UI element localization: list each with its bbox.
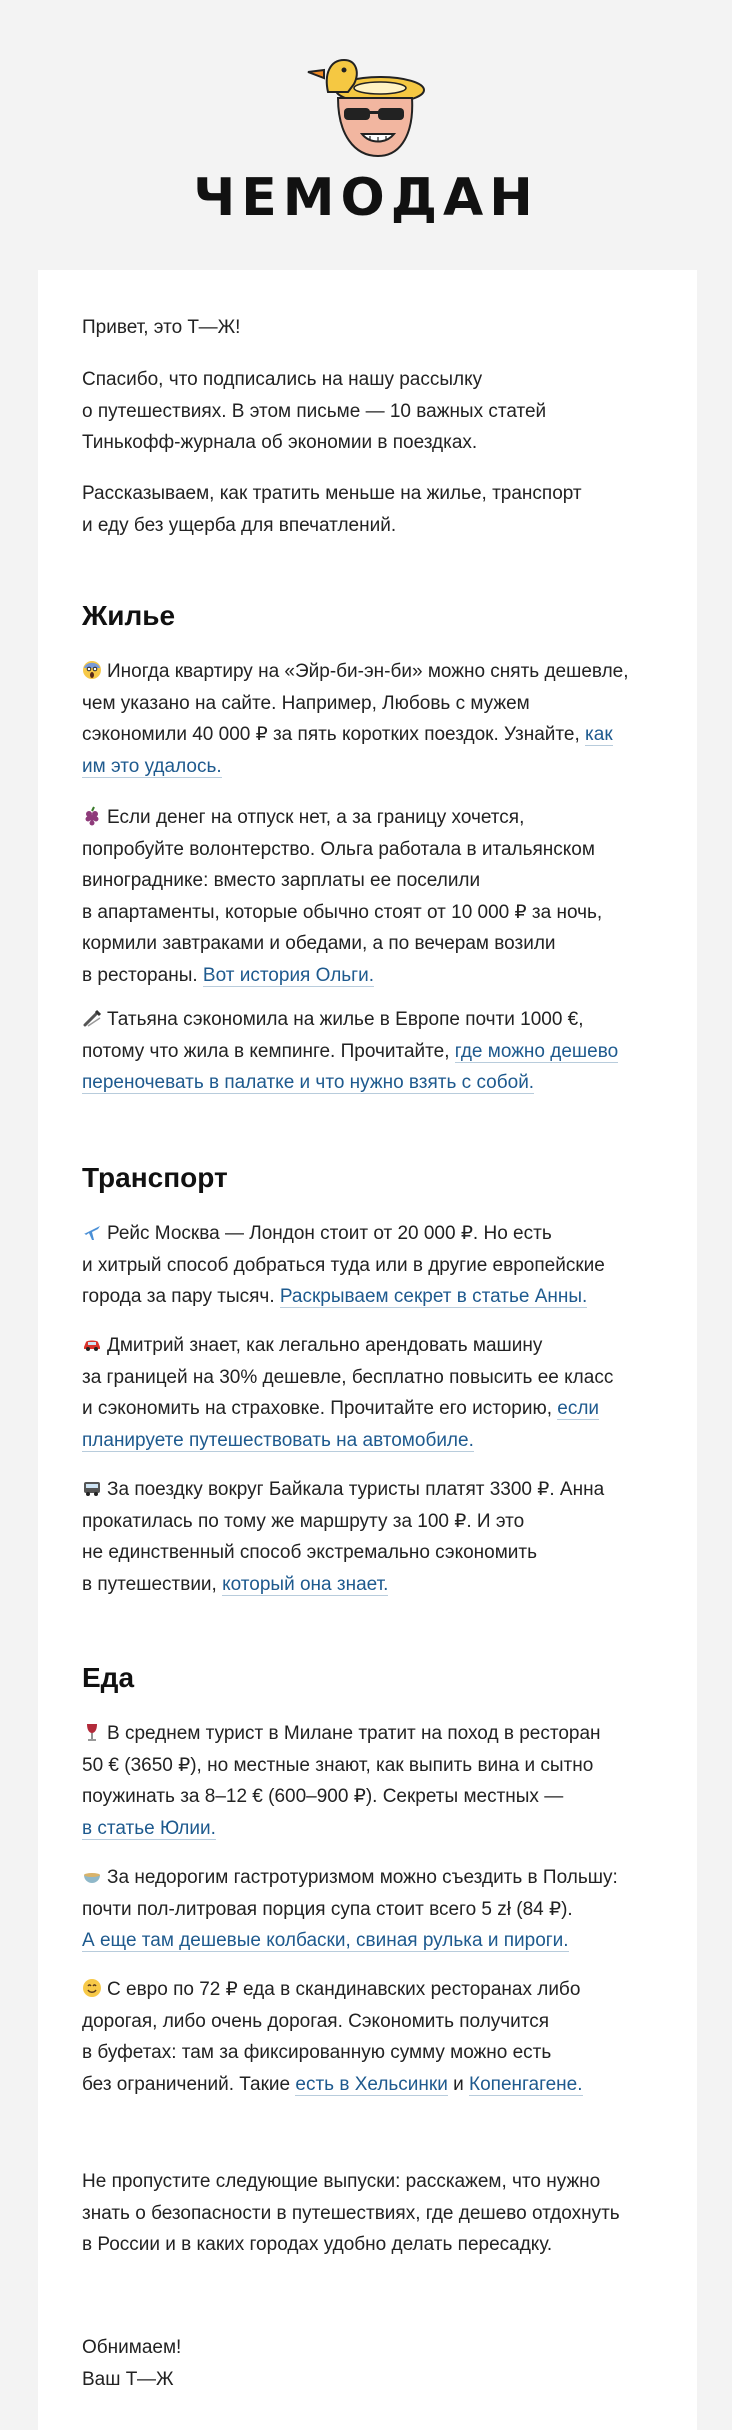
item-text: в рестораны. [82, 964, 203, 986]
item-text: и сэкономить на страховке. Прочитайте его историю, [82, 1398, 558, 1419]
soup-bowl-icon [82, 1866, 102, 1886]
brand-title: ЧЕМОДАН [193, 168, 539, 228]
housing-heading: Жилье [82, 600, 176, 631]
milan-article-link[interactable]: в статье Юлии. [82, 1817, 216, 1839]
section-title-transport [82, 1162, 662, 1194]
wine-glass-icon [82, 1722, 102, 1742]
grapes-icon [82, 806, 102, 826]
item-text: попробуйте волонтерство. Ольга работала в итальянском [82, 838, 595, 860]
item-text: не единственный способ экстремально сэкономить [82, 1542, 538, 1563]
car-rental-article-link-cont[interactable]: планируете путешествовать на автомобиле. [82, 1429, 474, 1451]
item-text: потому что жила в кемпинге. Прочитайте, [82, 1040, 455, 1062]
outro-paragraph [82, 2166, 662, 2261]
item-text: За поездку вокруг Байкала туристы платят 3300 ₽. Анна [107, 1479, 605, 1500]
item-text: в апартаменты, которые обычно стоят от 10 000 ₽ за ночь, [82, 901, 603, 923]
food-item-2 [82, 1862, 662, 1957]
duck-mascot-logo [300, 52, 432, 164]
olga-story-link[interactable]: Вот история Ольги. [202, 964, 374, 986]
section-title-housing [82, 600, 662, 632]
item-text: В среднем турист в Милане тратит на поход в ресторан [107, 1723, 601, 1744]
outro-line: Не пропустите следующие выпуски: расскажем, что нужно [82, 2171, 601, 2192]
camping-article-link-cont[interactable]: переночевать в палатке и что нужно взять с собой. [82, 1072, 535, 1093]
item-text: за границей на 30% дешевле, бесплатно повысить ее класс [82, 1366, 614, 1388]
intro-line: Спасибо, что подписались на нашу рассылку [82, 369, 483, 390]
header [0, 0, 732, 270]
baikal-article-link[interactable]: который она знает. [222, 1573, 389, 1595]
airbnb-article-link-cont[interactable]: им это удалось. [82, 755, 222, 777]
item-text: Рейс Москва — Лондон стоит от 20 000 ₽. Но есть [107, 1223, 552, 1244]
helsinki-buffet-link[interactable]: есть в Хельсинки [295, 2073, 448, 2095]
copenhagen-buffet-link[interactable]: Копенгагене. [469, 2073, 583, 2095]
item-text: в путешествии, [82, 1573, 223, 1595]
camping-article-link[interactable]: где можно дешево [454, 1040, 619, 1062]
item-text: сэкономили 40 000 ₽ за пять коротких поездок. Узнайте, [82, 724, 586, 745]
item-text: и хитрый способ добраться туда или в другие европейские [82, 1254, 605, 1276]
intro-line: и еду без ущерба для впечатлений. [82, 514, 397, 536]
signoff-line: Обнимаем! [82, 2337, 182, 2358]
poland-article-link[interactable]: А еще там дешевые колбаски, свиная рулька и пироги. [82, 1930, 569, 1951]
item-text: Иногда квартиру на «Эйр-би-эн-би» можно снять дешевле, [107, 661, 629, 682]
item-text: города за пару тысяч. [82, 1286, 280, 1307]
outro-line: в России и в каких городах удобно делать пересадку. [82, 2234, 553, 2255]
item-text: С евро по 72 ₽ еда в скандинавских ресторанах либо [107, 1979, 581, 2000]
transport-item-1 [82, 1218, 662, 1313]
airplane-icon [82, 1222, 102, 1242]
newsletter-card [38, 270, 697, 2430]
item-text: прокатилась по тому же маршруту за 100 ₽. И это [82, 1510, 525, 1532]
transport-heading: Транспорт [82, 1162, 228, 1193]
anna-secret-article-link[interactable]: Раскрываем секрет в статье Анны. [279, 1286, 588, 1307]
item-text: в буфетах: там за фиксированную сумму можно есть [82, 2042, 552, 2063]
intro-paragraph-2 [82, 478, 662, 541]
greeting-text: Привет, это Т—Ж! [82, 317, 241, 338]
smile-face-icon [82, 1978, 102, 1998]
housing-item-1 [82, 656, 662, 782]
item-text: 50 € (3650 ₽), но местные знают, как выпить вина и сытно [82, 1754, 594, 1776]
item-text: кормили завтраками и обедами, а по вечерам возили [82, 933, 556, 954]
item-text: дорогая, либо очень дорогая. Сэкономить получится [82, 2010, 550, 2032]
airbnb-article-link[interactable]: как [585, 724, 613, 745]
tent-pegs-icon [82, 1008, 102, 1028]
item-text: и [447, 2073, 470, 2095]
car-rental-article-link[interactable]: если [557, 1398, 600, 1419]
food-heading: Еда [82, 1662, 135, 1693]
scream-face-icon [82, 660, 102, 680]
signoff-line: Ваш Т—Ж [82, 2368, 174, 2390]
car-icon [82, 1334, 102, 1354]
signoff [82, 2332, 662, 2395]
item-text: чем указано на сайте. Например, Любовь с мужем [82, 692, 530, 714]
item-text: Если денег на отпуск нет, а за границу хочется, [107, 807, 525, 828]
item-text: без ограничений. Такие [82, 2073, 296, 2095]
outro-line: знать о безопасности в путешествиях, где дешево отдохнуть [82, 2202, 620, 2224]
intro-greeting [82, 312, 662, 344]
item-text: За недорогим гастротуризмом можно съездить в Польшу: [107, 1867, 618, 1888]
intro-line: Тинькофф-журнала об экономии в поездках. [82, 432, 478, 453]
item-text: винограднике: вместо зарплаты ее поселили [82, 870, 481, 891]
housing-item-3 [82, 1004, 662, 1099]
item-text: Татьяна сэкономила на жилье в Европе почти 1000 €, [107, 1009, 584, 1030]
housing-item-2 [82, 802, 662, 991]
intro-line: Рассказываем, как тратить меньше на жилье, транспорт [82, 483, 582, 504]
food-item-3 [82, 1974, 662, 2100]
transport-item-2 [82, 1330, 662, 1456]
item-text: почти пол-литровая порция супа стоит всего 5 zł (84 ₽). [82, 1898, 573, 1920]
item-text: поужинать за 8–12 € (600–900 ₽). Секреты местных — [82, 1786, 564, 1807]
bus-icon [82, 1478, 102, 1498]
intro-paragraph-1 [82, 364, 662, 459]
item-text: Дмитрий знает, как легально арендовать машину [107, 1335, 543, 1356]
intro-line: о путешествиях. В этом письме — 10 важных статей [82, 400, 547, 422]
transport-item-3 [82, 1474, 662, 1600]
section-title-food [82, 1662, 662, 1694]
food-item-1 [82, 1718, 662, 1844]
